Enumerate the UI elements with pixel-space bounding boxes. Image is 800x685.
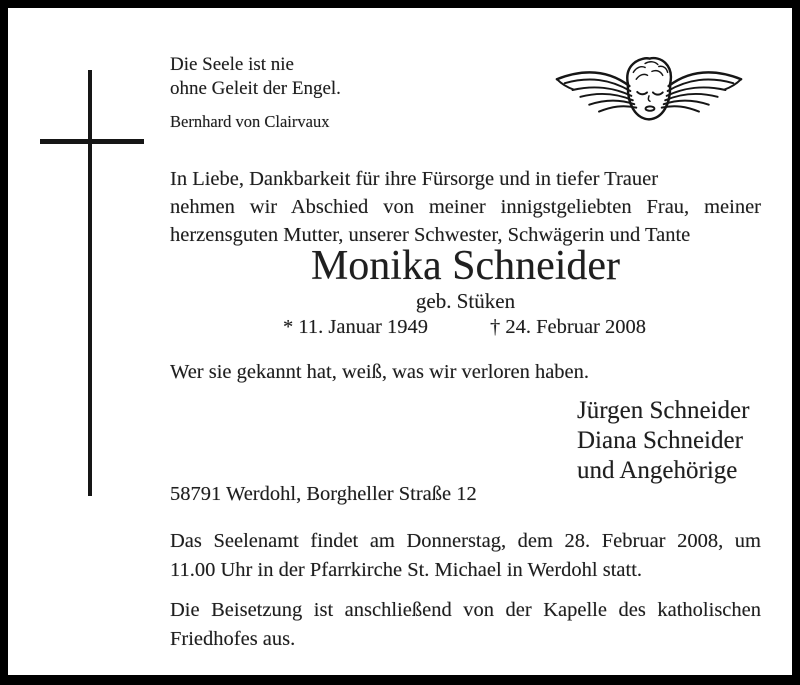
service-line: Das Seelenamt findet am Donnerstag, dem 28. Februar 2008, um (170, 530, 761, 552)
intro-line: herzensguten Mutter, unserer Schwester, Schwägerin und Tante (170, 224, 691, 246)
mourner-name: und Angehörige (577, 457, 738, 484)
epigraph-line: ohne Geleit der Engel. (170, 78, 341, 99)
cross-vertical-bar (88, 70, 92, 496)
epigraph-line: Die Seele ist nie (170, 54, 294, 75)
death-date: † 24. Februar 2008 (490, 316, 647, 338)
address-line: 58791 Werdohl, Borgheller Straße 12 (170, 483, 477, 505)
service-line: 11.00 Uhr in der Pfarrkirche St. Michael in Werdohl statt. (170, 558, 643, 581)
mourner-name: Diana Schneider (577, 427, 743, 454)
intro-paragraph (170, 165, 761, 249)
burial-paragraph (170, 596, 761, 653)
birth-date: * 11. Januar 1949 (283, 316, 428, 338)
intro-line: nehmen wir Abschied von meiner innigstgeliebten Frau, meiner (170, 196, 761, 218)
mourner-name: Jürgen Schneider (577, 397, 750, 424)
angel-icon (546, 41, 752, 139)
mourners-list (577, 396, 749, 486)
deceased-name: Monika Schneider (310, 243, 621, 289)
epigraph (170, 53, 341, 134)
burial-line: Die Beisetzung ist anschließend von der Kapelle des katholischen (170, 599, 761, 621)
cross-horizontal-bar (40, 139, 144, 144)
maiden-name: geb. Stüken (415, 289, 516, 313)
intro-line: In Liebe, Dankbarkeit für ihre Fürsorge und in tiefer Trauer (170, 168, 659, 190)
service-paragraph (170, 527, 761, 584)
tribute-line: Wer sie gekannt hat, weiß, was wir verloren haben. (170, 361, 590, 383)
burial-line: Friedhofes aus. (170, 627, 296, 650)
epigraph-attribution: Bernhard von Clairvaux (170, 112, 330, 131)
